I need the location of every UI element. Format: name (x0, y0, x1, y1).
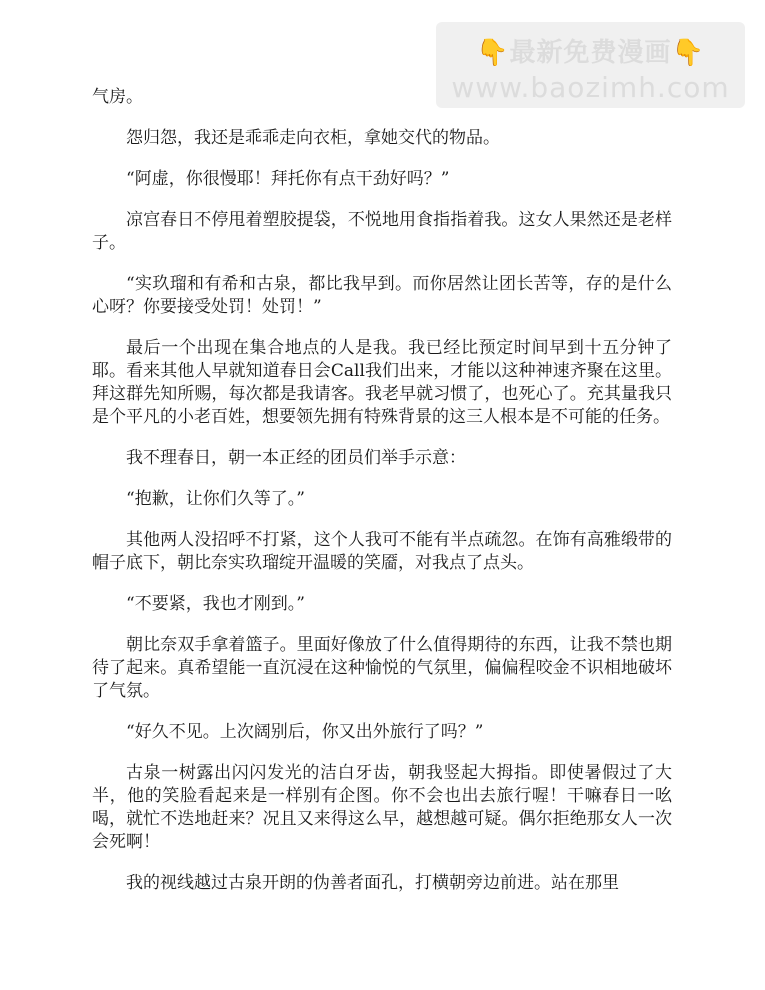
paragraph: “好久不见。上次阔别后，你又出外旅行了吗？” (126, 722, 484, 742)
paragraph: 其他两人没招呼不打紧，这个人我可不能有半点疏忽。在饰有高雅缎带的帽子底下，朝比奈实玖瑠绽开温暖的笑靥，对我点了点头。 (92, 530, 672, 573)
paragraph: 怨归怨，我还是乖乖走向衣柜，拿她交代的物品。 (126, 128, 500, 148)
paragraph: 我不理春日，朝一本正经的团员们举手示意： (126, 448, 466, 468)
watermark-url: www.baozimh.com (451, 71, 730, 104)
paragraph: “抱歉，让你们久等了。” (126, 489, 305, 509)
watermark-title: 最新免费漫画 (509, 38, 672, 68)
paragraph: “不要紧，我也才刚到。” (126, 594, 305, 614)
paragraph: 气房。 (92, 87, 143, 107)
paragraph: “实玖瑠和有希和古泉，都比我早到。而你居然让团长苦等，存的是什么心呀？你要接受处罚！处罚！” (92, 274, 672, 317)
paragraph: 朝比奈双手拿着篮子。里面好像放了什么值得期待的东西，让我不禁也期待了起来。真希望能一直沉浸在这种愉悦的气氛里，偏偏程咬金不识相地破坏了气氛。 (92, 635, 672, 701)
watermark-title-row (436, 32, 745, 69)
paragraph: 凉宫春日不停甩着塑胶提袋，不悦地用食指指着我。这女人果然还是老样子。 (92, 210, 672, 253)
paragraph: 最后一个出现在集合地点的人是我。我已经比预定时间早到十五分钟了耶。看来其他人早就知道春日会Call我们出来，才能以这种神速齐聚在这里。拜这群先知所赐，每次都是我请客。我老早就习惯了，也死心了。充其量我只是个平凡的小老百姓，想要领先拥有特殊背景的这三人根本是不可能的任务。 (92, 338, 672, 427)
paragraph: 古泉一树露出闪闪发光的洁白牙齿，朝我竖起大拇指。即使暑假过了大半，他的笑脸看起来是一样别有企图。你不会也出去旅行喔！干嘛春日一吆喝，就忙不迭地赶来？况且又来得这么早，越想越可疑。偶尔拒绝那女人一次会死啊！ (92, 763, 672, 852)
pointing-down-icon: 👇 (476, 38, 510, 68)
paragraph: “阿虚，你很慢耶！拜托你有点干劲好吗？” (126, 169, 450, 189)
paragraph: 我的视线越过古泉开朗的伪善者面孔，打横朝旁边前进。站在那里 (126, 873, 619, 893)
pointing-down-icon: 👇 (671, 38, 705, 68)
page-body (92, 86, 672, 913)
